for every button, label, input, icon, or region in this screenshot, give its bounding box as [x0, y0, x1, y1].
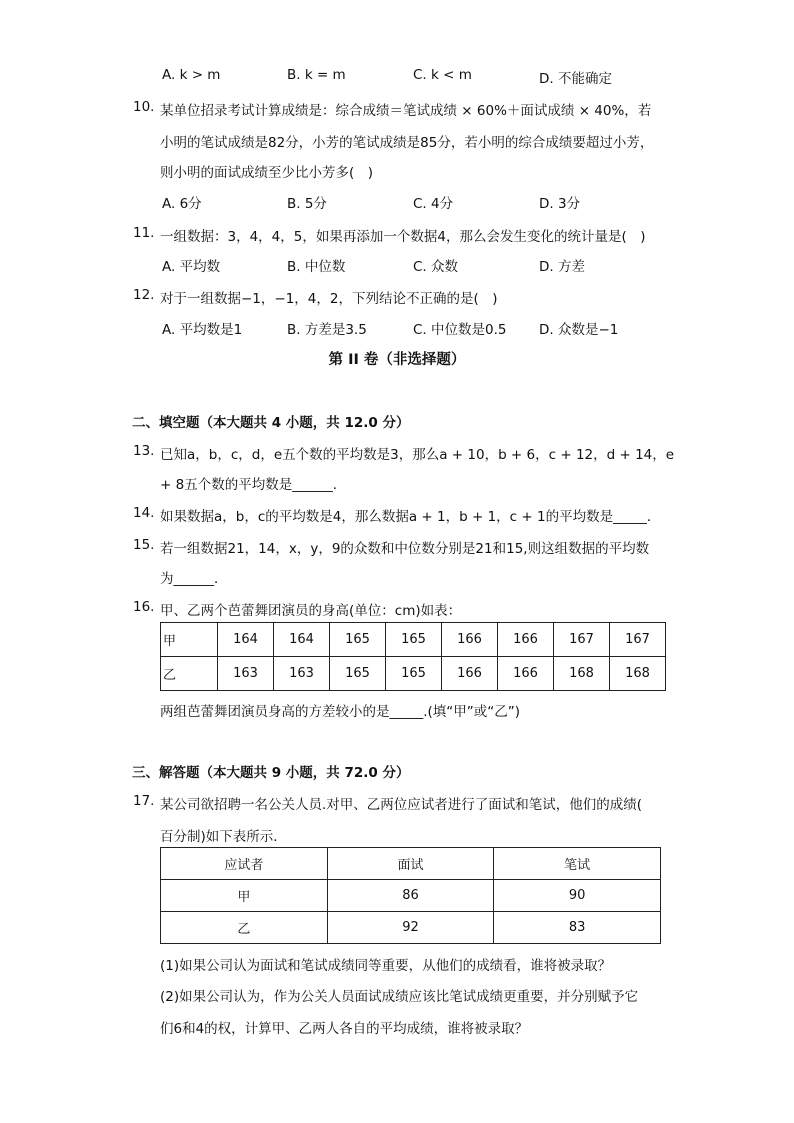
q17-text-line2: 百分制)如下表所示． — [160, 829, 287, 845]
table-header-cell: 面试 — [327, 848, 494, 880]
q9-option-c: C. k < m — [413, 67, 472, 83]
score-table — [160, 847, 661, 944]
q12-option-b: B. 方差是3.5 — [287, 322, 367, 338]
q17-sub2-line1: (2)如果公司认为，作为公关人员面试成绩应该比笔试成绩更重要，并分别赋予它 — [160, 989, 639, 1005]
q12-option-d: D. 众数是−1 — [539, 322, 619, 338]
question-number: 10. — [133, 99, 155, 115]
question-number: 13. — [133, 443, 155, 459]
q11-option-b: B. 中位数 — [287, 259, 346, 275]
table-cell: 83 — [494, 912, 661, 944]
table-cell: 163 — [218, 657, 274, 691]
q12-option-c: C. 中位数是0.5 — [413, 322, 507, 338]
table-row — [161, 912, 661, 944]
q10-option-a: A. 6分 — [162, 196, 202, 212]
question-number: 14. — [133, 505, 155, 521]
table-cell: 168 — [610, 657, 666, 691]
table-cell: 167 — [554, 623, 610, 657]
q16-text-after: 两组芭蕾舞团演员身高的方差较小的是_____.(填“甲”或“乙”) — [160, 704, 521, 720]
table-cell: 166 — [498, 623, 554, 657]
q16-text-line1: 甲、乙两个芭蕾舞团演员的身高(单位：cm)如表： — [160, 603, 462, 619]
question-number: 12. — [133, 287, 155, 303]
q14-text-line1: 如果数据a，b，c的平均数是4，那么数据a + 1，b + 1，c + 1的平均数是_____． — [160, 509, 661, 525]
q9-option-d: D. 不能确定 — [539, 71, 612, 87]
table-header-cell: 笔试 — [494, 848, 661, 880]
q11-option-d: D. 方差 — [539, 259, 585, 275]
table-cell: 164 — [274, 623, 330, 657]
table-cell: 甲 — [161, 623, 218, 657]
table-cell: 乙 — [161, 912, 328, 944]
q11-text-line1: 一组数据：3，4，4，5，如果再添加一个数据4，那么会发生变化的统计量是( ) — [160, 229, 646, 245]
table-cell: 166 — [442, 623, 498, 657]
section-heading-solutions: 三、解答题（本大题共 9 小题，共 72.0 分） — [132, 765, 410, 781]
table-cell: 165 — [386, 623, 442, 657]
table-header-row — [161, 848, 661, 880]
part-title: 第 II 卷（非选择题） — [328, 352, 466, 368]
table-cell: 165 — [330, 623, 386, 657]
q9-option-b: B. k = m — [287, 67, 346, 83]
table-cell: 167 — [610, 623, 666, 657]
table-cell: 90 — [494, 880, 661, 912]
q12-option-a: A. 平均数是1 — [162, 322, 243, 338]
q10-text-line1: 某单位招录考试计算成绩是：综合成绩＝笔试成绩 × 60%＋面试成绩 × 40%，若 — [160, 103, 652, 119]
q9-option-a: A. k > m — [162, 67, 221, 83]
q11-option-c: C. 众数 — [413, 259, 459, 275]
question-number: 16. — [133, 599, 155, 615]
q13-text-line1: 已知a，b，c，d，e五个数的平均数是3，那么a + 10，b + 6，c + 12，d + 14，e — [160, 447, 675, 463]
table-cell: 168 — [554, 657, 610, 691]
height-table — [160, 622, 666, 691]
q11-option-a: A. 平均数 — [162, 259, 221, 275]
table-cell: 甲 — [161, 880, 328, 912]
q10-option-c: C. 4分 — [413, 196, 454, 212]
q17-sub1: (1)如果公司认为面试和笔试成绩同等重要，从他们的成绩看，谁将被录取？ — [160, 958, 612, 974]
q10-text-line3: 则小明的面试成绩至少比小芳多( ) — [160, 165, 374, 181]
table-cell: 乙 — [161, 657, 218, 691]
table-cell: 166 — [498, 657, 554, 691]
q12-text-line1: 对于一组数据−1，−1，4，2，下列结论不正确的是( ) — [160, 291, 498, 307]
question-number: 15. — [133, 537, 155, 553]
table-header-cell: 应试者 — [161, 848, 328, 880]
table-cell: 166 — [442, 657, 498, 691]
table-cell: 92 — [327, 912, 494, 944]
q15-text-line1: 若一组数据21，14，x，y，9的众数和中位数分别是21和15,则这组数据的平均数 — [160, 541, 650, 557]
table-cell: 164 — [218, 623, 274, 657]
q17-sub2-line2: 们6和4的权，计算甲、乙两人各自的平均成绩，谁将被录取？ — [160, 1021, 529, 1037]
table-row — [161, 880, 661, 912]
question-number: 17. — [133, 793, 155, 809]
table-row — [161, 623, 666, 657]
q15-text-line2: 为______． — [160, 571, 228, 587]
q10-option-d: D. 3分 — [539, 196, 581, 212]
q17-text-line1: 某公司欲招聘一名公关人员.对甲、乙两位应试者进行了面试和笔试，他们的成绩( — [160, 797, 643, 813]
table-cell: 86 — [327, 880, 494, 912]
table-cell: 165 — [386, 657, 442, 691]
table-row — [161, 657, 666, 691]
q13-text-line2: + 8五个数的平均数是______． — [160, 477, 347, 493]
q10-text-line2: 小明的笔试成绩是82分，小芳的笔试成绩是85分，若小明的综合成绩要超过小芳， — [160, 135, 654, 151]
table-cell: 165 — [330, 657, 386, 691]
table-cell: 163 — [274, 657, 330, 691]
q10-option-b: B. 5分 — [287, 196, 327, 212]
section-heading-fill-blank: 二、填空题（本大题共 4 小题，共 12.0 分） — [132, 415, 410, 431]
question-number: 11. — [133, 225, 155, 241]
